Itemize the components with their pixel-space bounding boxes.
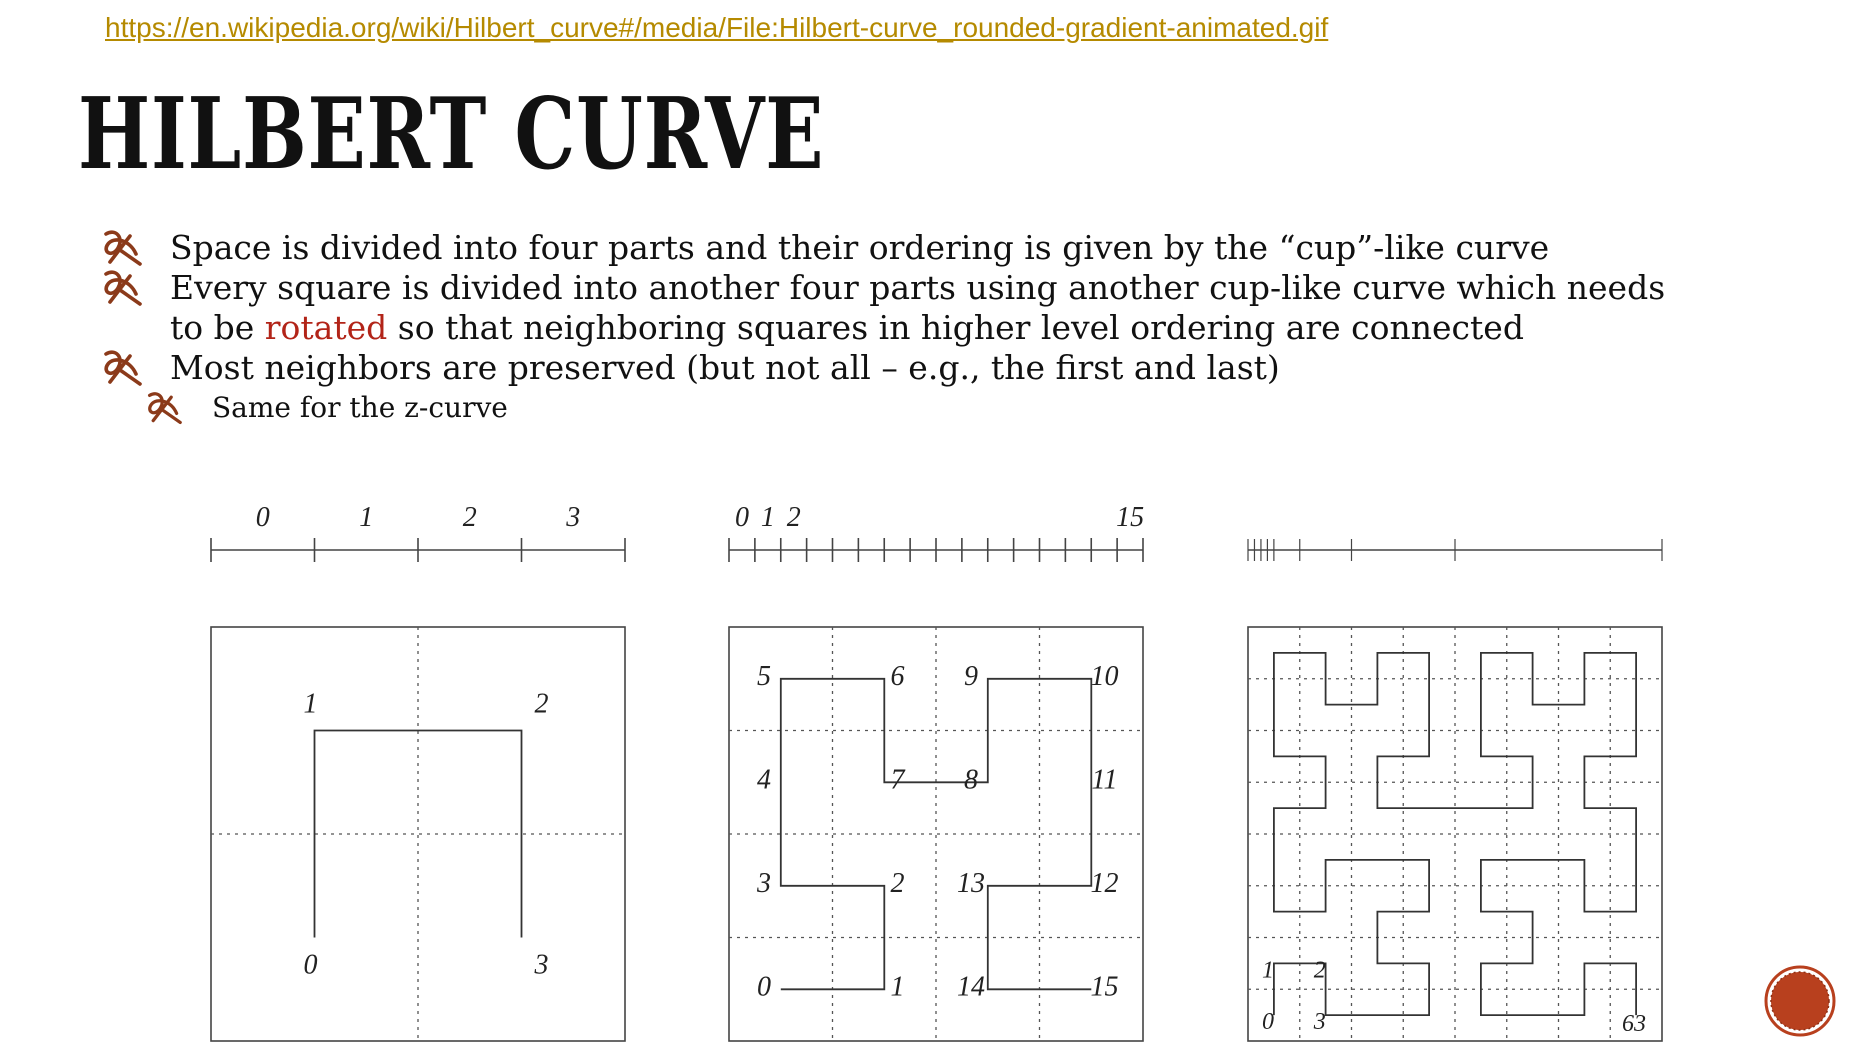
axis-label: 1: [359, 502, 374, 533]
next-slide-button[interactable]: [1763, 964, 1837, 1038]
bullet-3-sub-text: Same for the z-curve: [212, 391, 508, 424]
point-label: 8: [964, 764, 978, 796]
axis-label: 1: [760, 502, 775, 533]
axis-label: 3: [566, 502, 581, 533]
bullet-2-pre: to be: [170, 308, 255, 347]
point-label: 3: [757, 868, 771, 899]
point-label: 1: [303, 688, 318, 720]
slide-title: HILBERT CURVE: [78, 77, 825, 192]
point-label: 2: [534, 688, 549, 720]
hilbert-curve-1: [315, 731, 522, 938]
point-label: 5: [757, 661, 771, 692]
point-label: 6: [890, 661, 905, 692]
point-label: 3: [1313, 1009, 1326, 1035]
point-label: 15: [1090, 971, 1119, 1003]
point-label: 9: [964, 661, 978, 692]
axis-label: 2: [462, 502, 477, 533]
bullet-2-post: so that neighboring squares in higher level ordering are connected: [397, 308, 1524, 347]
point-label: 10: [1090, 661, 1119, 692]
grid-box-1: [211, 627, 625, 1041]
point-label: 0: [757, 971, 771, 1003]
point-label: 13: [957, 868, 985, 899]
axis-label: 2: [786, 502, 801, 533]
bullet-3-text: Most neighbors are preserved (but not all – e.g., the first and last): [170, 348, 1280, 387]
point-label: 12: [1090, 868, 1119, 899]
point-label: 4: [757, 764, 771, 796]
point-label: 2: [1313, 957, 1326, 984]
grid-box-2: [729, 627, 1143, 1041]
axis-label: 0: [734, 502, 749, 533]
point-label: 14: [957, 971, 985, 1003]
rotated-highlight: rotated: [264, 308, 388, 347]
bullet-2-text-line1: Every square is divided into another four parts using another cup-like curve which needs: [170, 268, 1666, 307]
source-link[interactable]: https://en.wikipedia.org/wiki/Hilbert_curve#/media/File:Hilbert-curve_rounded-gradient-animated.gif: [105, 12, 1329, 43]
bullet-1-text: Space is divided into four parts and their ordering is given by the “cup”-like curve: [170, 228, 1550, 267]
axis-label: 0: [255, 502, 270, 533]
point-label: 3: [534, 949, 549, 981]
axis-label: 15: [1116, 502, 1145, 533]
point-label: 11: [1091, 764, 1118, 796]
point-label: 2: [890, 868, 905, 899]
point-label: 1: [890, 971, 905, 1003]
point-label: 0: [303, 949, 318, 981]
point-label: 7: [890, 764, 905, 796]
grid-box-3: [1248, 627, 1662, 1041]
point-label: 63: [1622, 1011, 1646, 1037]
point-label: 0: [1262, 1009, 1274, 1035]
point-label: 1: [1262, 957, 1274, 984]
